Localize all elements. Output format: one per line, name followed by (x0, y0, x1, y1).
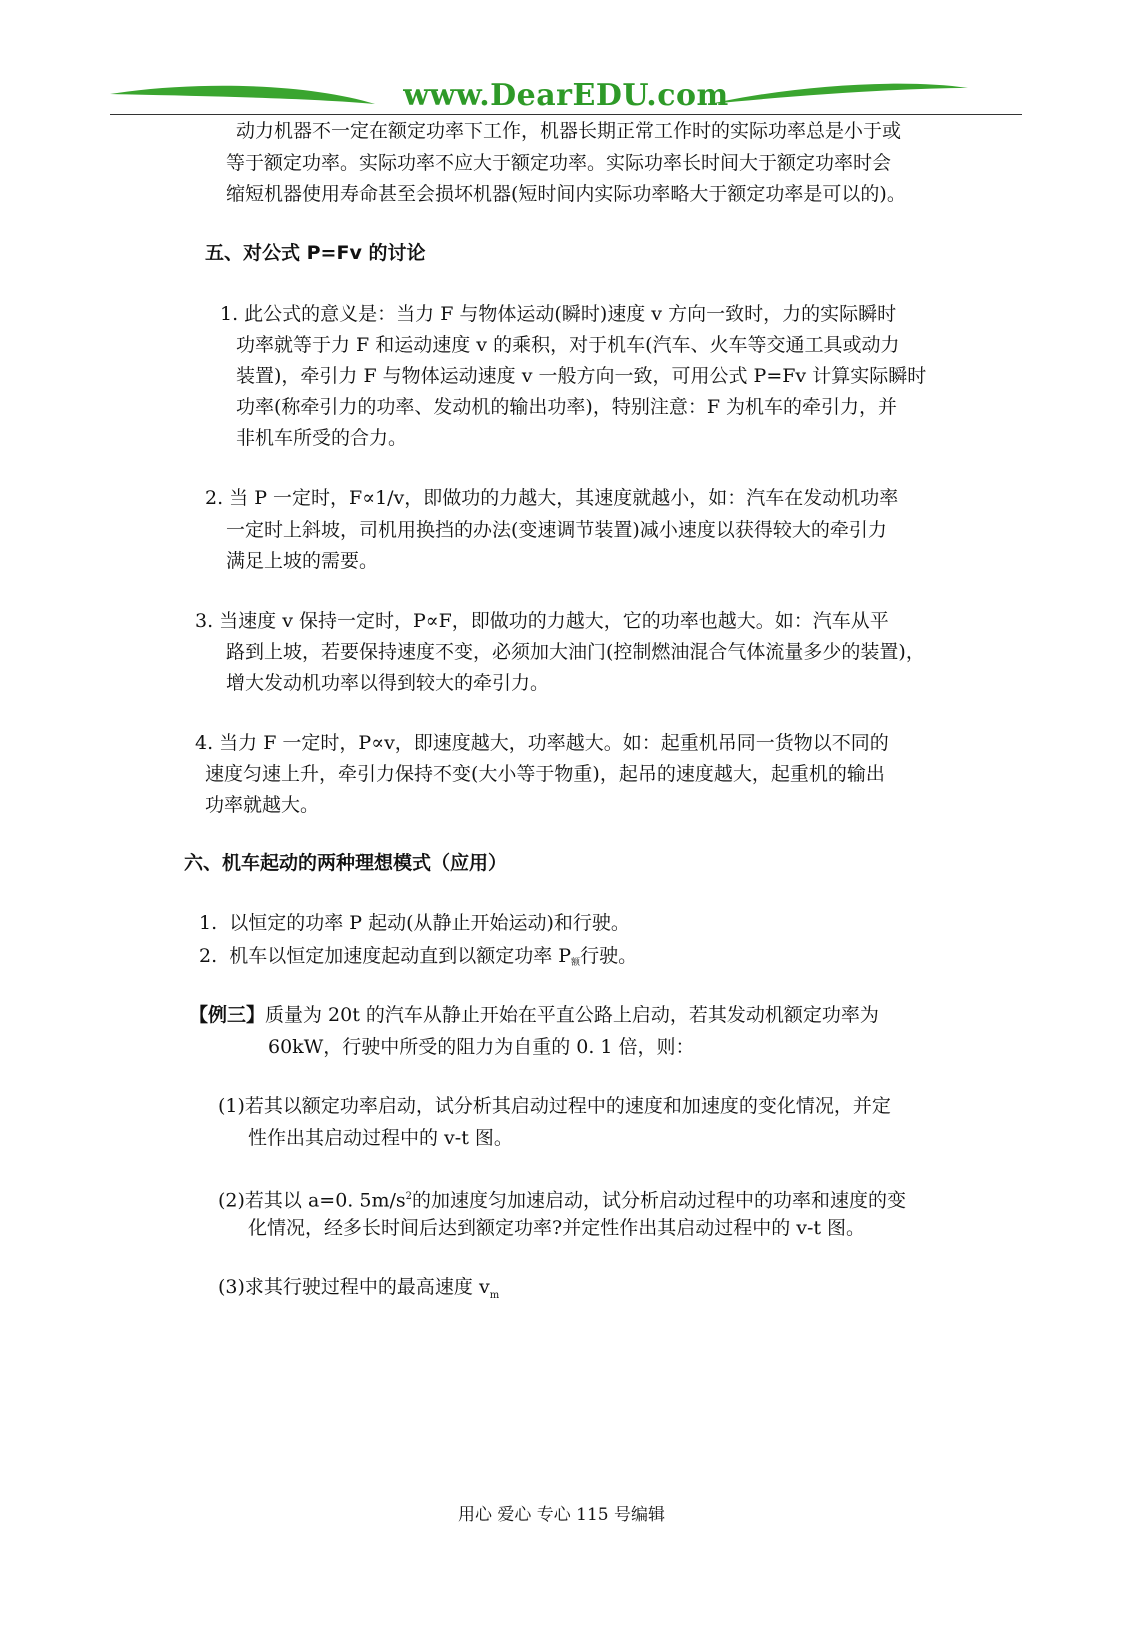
question-3-text: (3)求其行驶过程中的最高速度 v (218, 1276, 490, 1298)
page-footer: 用心 爱心 专心 115 号编辑 (457, 1505, 666, 1525)
question-3-line (218, 1270, 499, 1313)
section-5-item-4-line: 4. 当力 F 一定时，P∝v，即速度越大，功率越大。如：起重机吊同一货物以不同的 (195, 732, 889, 754)
site-url-logo: www.DearEDU.com (403, 78, 729, 113)
section-5-item-1-line: 装置)，牵引力 F 与物体运动速度 v 一般方向一致，可用公式 P=Fv 计算实际瞬时 (236, 365, 927, 387)
section-5-item-1-line: 1. 此公式的意义是：当力 F 与物体运动(瞬时)速度 v 方向一致时，力的实际瞬时 (220, 303, 897, 325)
question-1-line: 性作出其启动过程中的 v-t 图。 (248, 1127, 513, 1149)
section-5-item-2-line: 满足上坡的需要。 (226, 550, 379, 572)
subscript-e: 额 (571, 958, 581, 968)
section-5-item-4-line: 功率就越大。 (205, 794, 320, 816)
section-5-item-3-line: 增大发动机功率以得到较大的牵引力。 (226, 672, 550, 694)
example-text: 质量为 20t 的汽车从静止开始在平直公路上启动，若其发动机额定功率为 (265, 1004, 879, 1026)
question-2-text: (2)若其以 a=0. 5m/s (218, 1189, 406, 1212)
section-5-heading: 五、对公式 P=Fv 的讨论 (205, 242, 426, 264)
question-2-line: 化情况，经多长时间后达到额定功率?并定性作出其启动过程中的 v-t 图。 (248, 1217, 866, 1239)
section-5-item-1-line: 非机车所受的合力。 (236, 427, 408, 449)
section-5-item-1-line: 功率(称牵引力的功率、发动机的输出功率)，特别注意：F 为机车的牵引力，并 (236, 396, 898, 418)
intro-line: 缩短机器使用寿命甚至会损坏机器(短时间内实际功率略大于额定功率是可以的)。 (226, 183, 906, 205)
section-6-item-2-text: 2. 机车以恒定加速度起动直到以额定功率 P (199, 945, 572, 967)
section-5-item-3-line: 路到上坡，若要保持速度不变，必须加大油门(控制燃油混合气体流量多少的装置)， (226, 641, 925, 663)
question-1-line: (1)若其以额定功率启动，试分析其启动过程中的速度和加速度的变化情况，并定 (218, 1095, 891, 1117)
section-5-item-3-line: 3. 当速度 v 保持一定时，P∝F，即做功的力越大，它的功率也越大。如：汽车从平 (195, 610, 889, 632)
example-label: 【例三】 (189, 1004, 266, 1026)
intro-line: 等于额定功率。实际功率不应大于额定功率。实际功率长时间大于额定功率时会 (226, 152, 892, 174)
section-5-item-2-line: 2. 当 P 一定时，F∝1/v，即做功的力越大，其速度就越小，如：汽车在发动机功率 (205, 487, 899, 509)
section-6-item-2-suffix: 行驶。 (580, 945, 638, 967)
section-5-item-1-line: 功率就等于力 F 和运动速度 v 的乘积，对于机车(汽车、火车等交通工具或动力 (236, 334, 900, 356)
question-2-rest: 的加速度匀加速启动，试分析启动过程中的功率和速度的变 (412, 1189, 907, 1212)
example-line-2: 60kW，行驶中所受的阻力为自重的 0. 1 倍，则： (268, 1036, 695, 1058)
superscript-2: 2 (405, 1191, 413, 1202)
section-6-item-2 (199, 939, 637, 980)
subscript-m: m (489, 1289, 500, 1301)
section-6-heading: 六、机车起动的两种理想模式（应用） (184, 852, 508, 874)
example-line-1 (189, 998, 879, 1032)
section-6-item-1: 1. 以恒定的功率 P 起动(从静止开始运动)和行驶。 (199, 912, 630, 934)
intro-line: 动力机器不一定在额定功率下工作，机器长期正常工作时的实际功率总是小于或 (236, 120, 902, 142)
section-5-item-4-line: 速度匀速上升，牵引力保持不变(大小等于物重)，起吊的速度越大，起重机的输出 (205, 763, 885, 785)
section-5-item-2-line: 一定时上斜坡，司机用换挡的办法(变速调节装置)减小速度以获得较大的牵引力 (226, 519, 887, 541)
